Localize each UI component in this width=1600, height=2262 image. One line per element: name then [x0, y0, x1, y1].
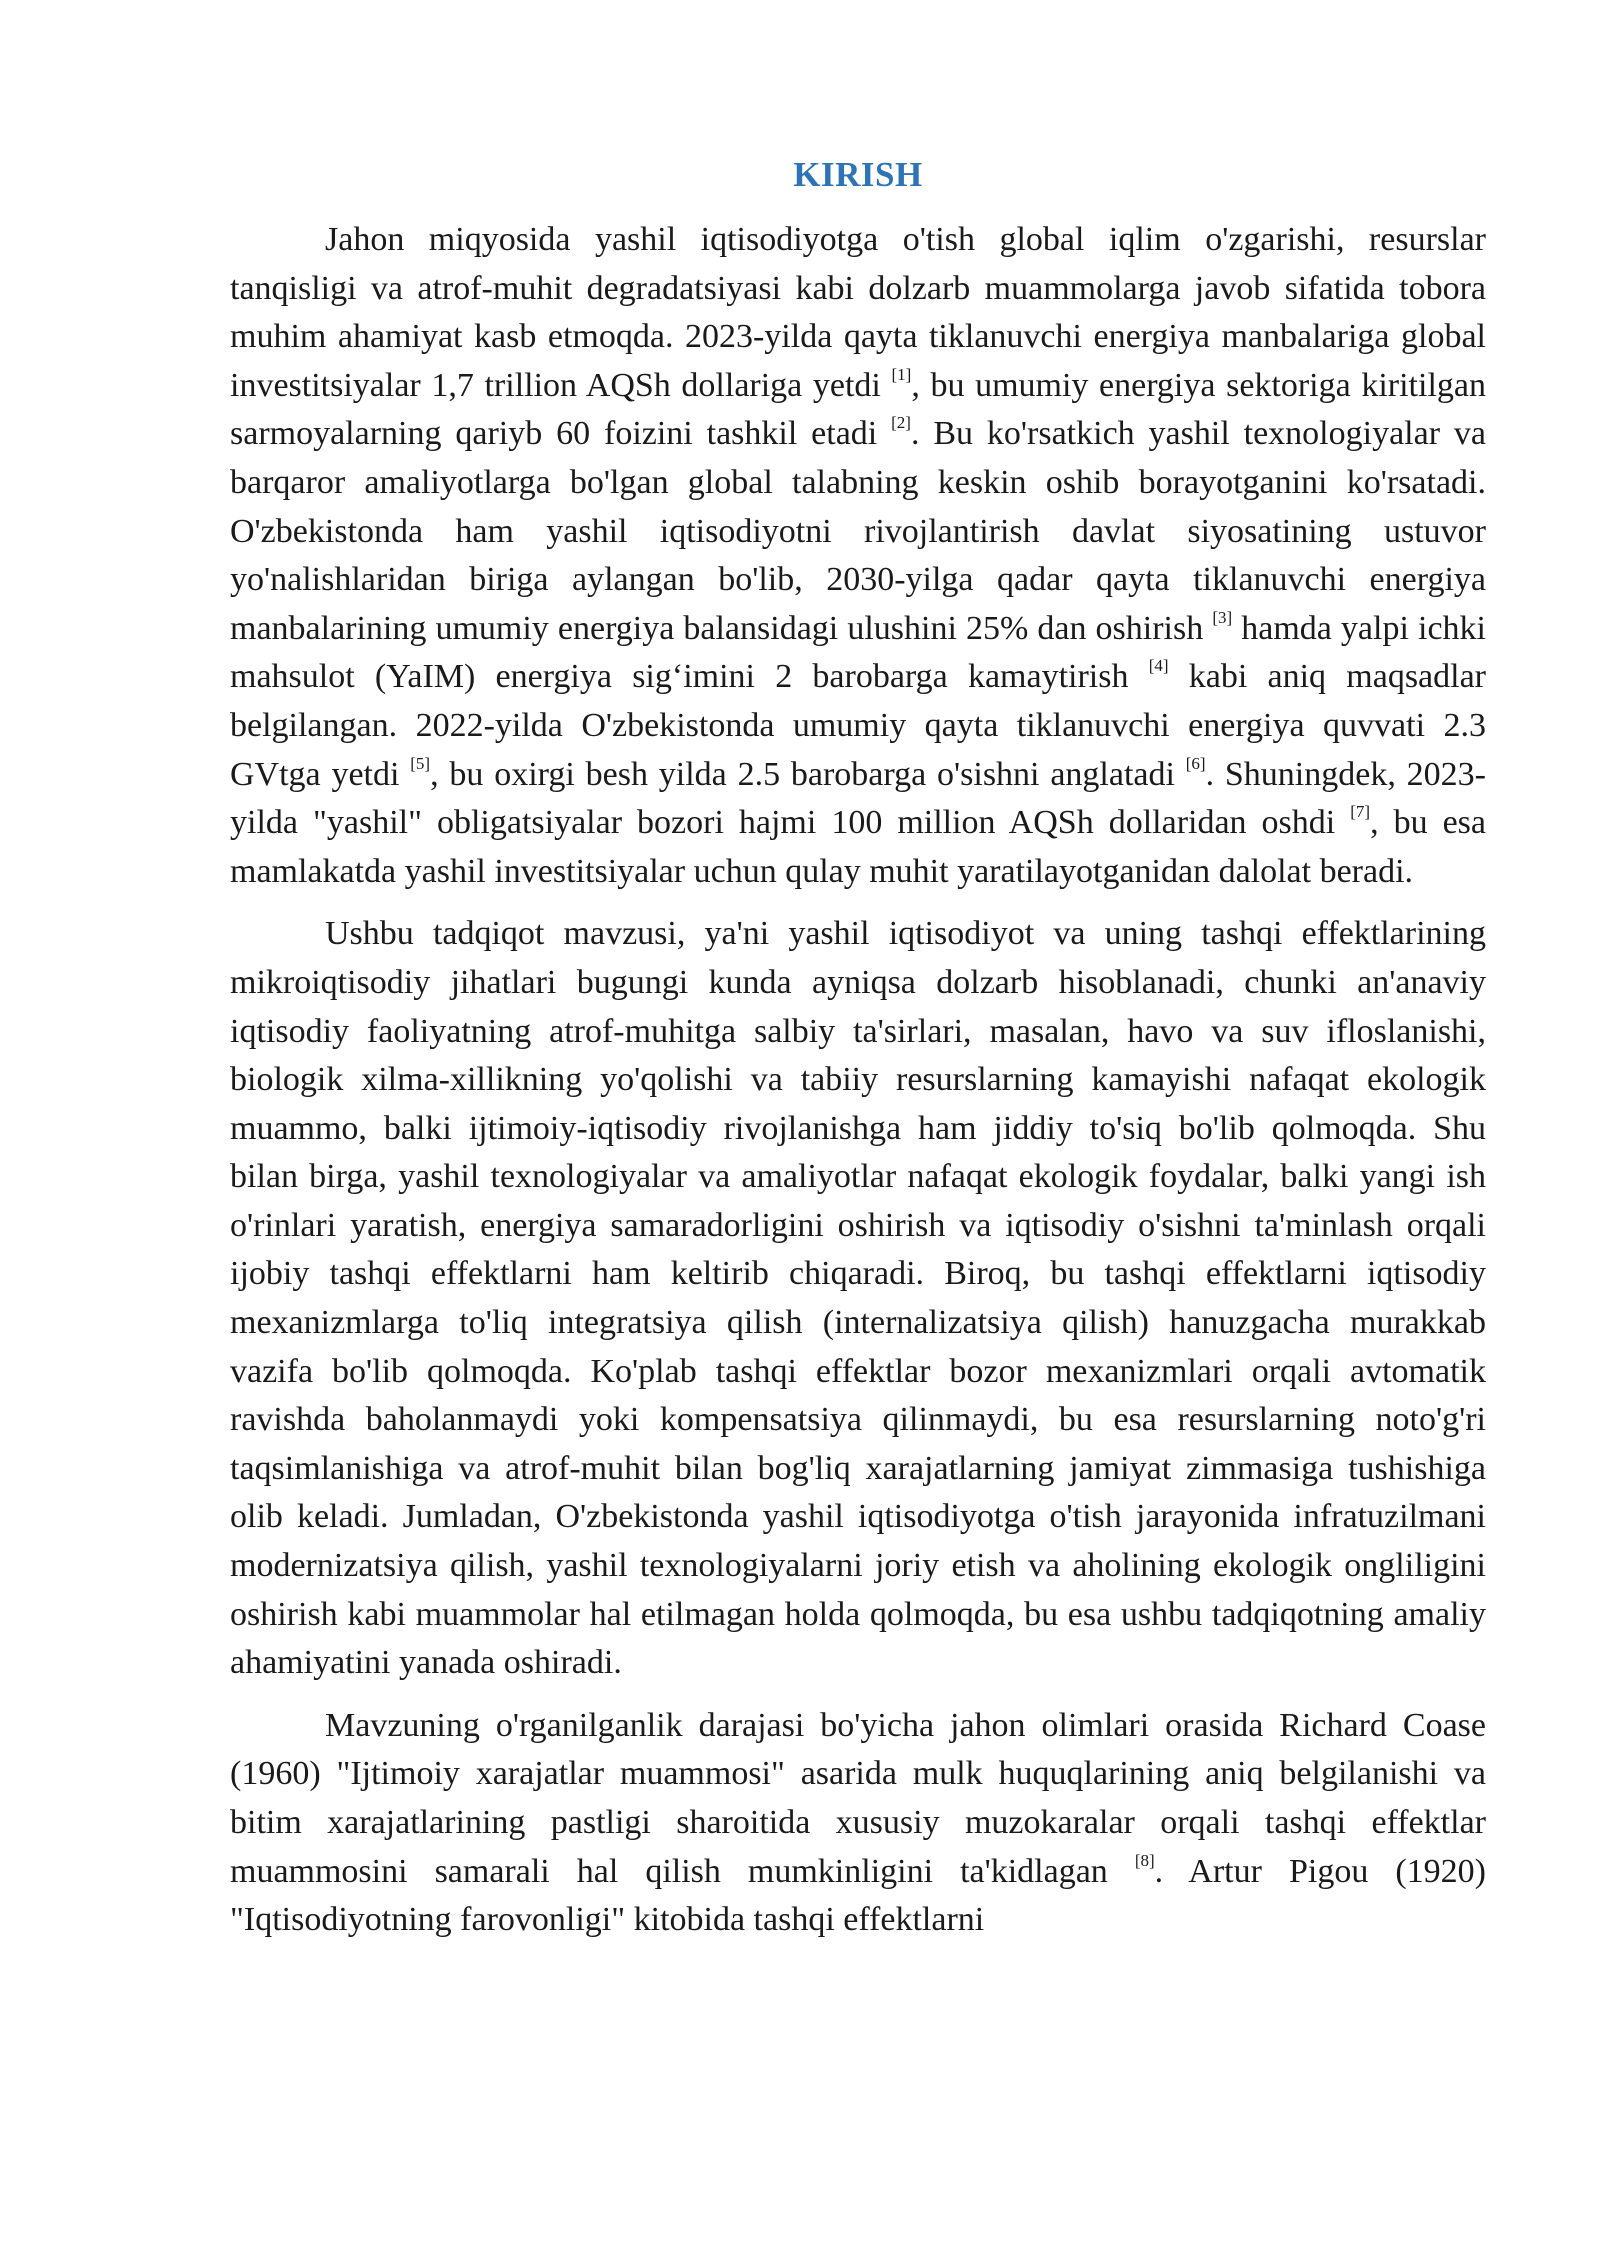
- paragraph-text: . Artur Pigou (1920) "Iqtisodiyotning farovonligi" kitobida tashqi effektlarni: [230, 1852, 1486, 1939]
- paragraph-text: , bu oxirgi besh yilda 2.5 barobarga o'sishni anglatadi: [430, 755, 1186, 793]
- citation-reference: [6]: [1185, 753, 1206, 773]
- citation-reference: [4]: [1148, 656, 1169, 676]
- paragraph-text: , bu umumiy energiya sektoriga kiritilgan sarmoyalarning qariyb 60 foizini tashkil etadi: [230, 366, 1486, 453]
- paragraph-text: , bu esa mamlakatda yashil investitsiyalar uchun qulay muhit yaratilayotganidan dalolat beradi.: [230, 804, 1486, 890]
- citation-reference: [5]: [410, 753, 431, 773]
- citation-reference: [1]: [891, 364, 912, 384]
- paragraph-text: . Shuningdek, 2023-yilda "yashil" obligatsiyalar bozori hajmi 100 million AQSh dollaridan oshdi: [230, 755, 1486, 842]
- section-title: KIRISH: [793, 155, 923, 194]
- paragraph-list: [230, 216, 1486, 1945]
- paragraph-text: hamda yalpi ichki mahsulot (YaIM) energiya sig‘imini 2 barobarga kamaytirish: [230, 609, 1486, 696]
- citation-reference: [8]: [1134, 1850, 1155, 1870]
- body-paragraph: [230, 910, 1486, 1688]
- paragraph-text: kabi aniq maqsadlar belgilangan. 2022-yilda O'zbekistonda umumiy qayta tiklanuvchi energiya quvvati 2.3 GVtga yetdi: [230, 658, 1486, 793]
- citation-reference: [3]: [1212, 607, 1233, 627]
- document-body: [230, 150, 1486, 1959]
- paragraph-text: Jahon miqyosida yashil iqtisodiyotga o'tish global iqlim o'zgarishi, resurslar tanqisligi va atrof-muhit degradatsiyasi kabi dolzarb muammolarga javob sifatida tobora muhim ahamiyat kasb etmoqda. 2023-yilda qayta tiklanuvchi energiya manbalariga global investitsiyalar 1,7 trillion AQSh dollariga yetdi: [230, 221, 1486, 404]
- paragraph-text: Mavzuning o'rganilganlik darajasi bo'yicha jahon olimlari orasida Richard Coase (1960) "Ijtimoiy xarajatlar muammosi" asarida mulk huquqlarining aniq belgilanishi va bitim xarajatlarining pastligi sharoitida xususiy muzokaralar orqali tashqi effektlar muammosini samarali hal qilish mumkinligini ta'kidlagan: [230, 1706, 1486, 1890]
- citation-reference: [7]: [1350, 801, 1371, 821]
- body-paragraph: [230, 216, 1486, 896]
- citation-reference: [2]: [891, 413, 911, 433]
- paragraph-text: Ushbu tadqiqot mavzusi, ya'ni yashil iqtisodiyot va uning tashqi effektlarining mikroiqtisodiy jihatlari bugungi kunda ayniqsa dolzarb hisoblanadi, chunki an'anaviy iqtisodiy faoliyatning atrof-muhitga salbiy ta'sirlari, masalan, havo va suv ifloslanishi, biologik xilma-xillikning yo'qolishi va tabiiy resurslarning kamayishi nafaqat ekologik muammo, balki ijtimoiy-iqtisodiy rivojlanishga ham jiddiy to'siq bo'lib qolmoqda. Shu bilan birga, yashil texnologiyalar va amaliyotlar nafaqat ekologik foydalar, balki yangi ish o'rinlari yaratish, energiya samaradorligini oshirish va iqtisodiy o'sishni ta'minlash orqali ijobiy tashqi effektlarni ham keltirib chiqaradi. Biroq, bu tashqi effektlarni iqtisodiy mexanizmlarga to'liq integratsiya qilish (internalizatsiya qilish) hanuzgacha murakkab vazifa bo'lib qolmoqda. Ko'plab tashqi effektlar bozor mexanizmlari orqali avtomatik ravishda baholanmaydi yoki kompensatsiya qilinmaydi, bu esa resurslarning noto'g'ri taqsimlanishiga va atrof-muhit bilan bog'liq xarajatlarning jamiyat zimmasiga tushishiga olib keladi. Jumladan, O'zbekistonda yashil iqtisodiyotga o'tish jarayonida infratuzilmani modernizatsiya qilish, yashil texnologiyalarni joriy etish va aholining ekologik ongliligini oshirish kabi muammolar hal etilmagan holda qolmoqda, bu esa ushbu tadqiqotning amaliy ahamiyatini yanada oshiradi.: [230, 915, 1486, 1682]
- paragraph-text: . Bu ko'rsatkich yashil texnologiyalar va barqaror amaliyotlarga bo'lgan global talabning keskin oshib borayotganini ko'rsatadi. O'zbekistonda ham yashil iqtisodiyotni rivojlantirish davlat siyosatining ustuvor yo'nalishlaridan biriga aylangan bo'lib, 2030-yilga qadar qayta tiklanuvchi energiya manbalarining umumiy energiya balansidagi ulushini 25% dan oshirish: [230, 415, 1486, 647]
- body-paragraph: [230, 1702, 1486, 1945]
